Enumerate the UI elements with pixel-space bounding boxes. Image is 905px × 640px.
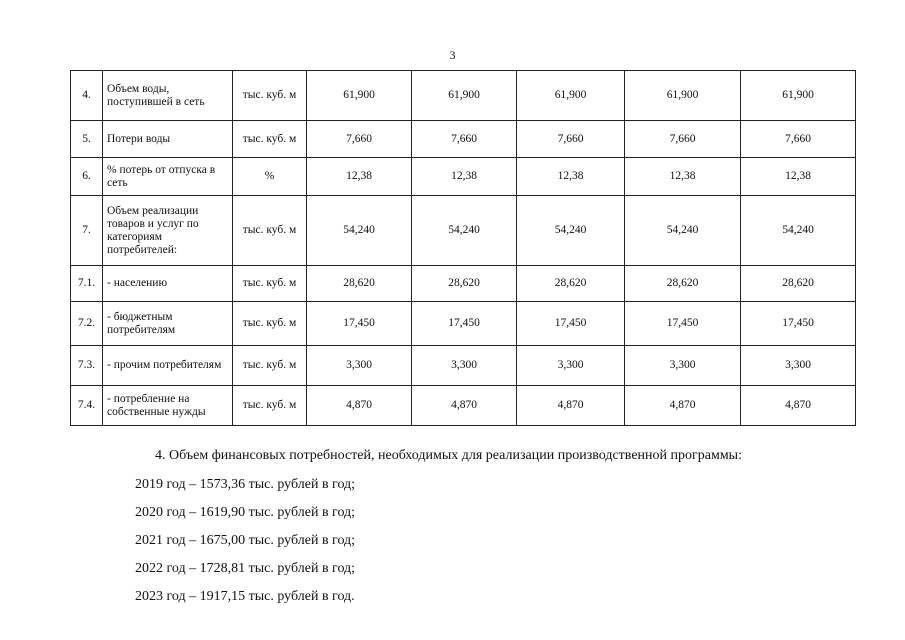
value-cell: 7,660 bbox=[517, 121, 625, 158]
value-cell: 3,300 bbox=[625, 346, 741, 386]
value-cell: 7,660 bbox=[412, 121, 517, 158]
indicator-name-cell: - прочим потребителям bbox=[103, 346, 233, 386]
value-cell: 61,900 bbox=[412, 71, 517, 121]
table-row bbox=[71, 266, 856, 302]
value-cell: 28,620 bbox=[517, 266, 625, 302]
value-cell: 4,870 bbox=[625, 386, 741, 426]
indicator-name-cell: Потери воды bbox=[103, 121, 233, 158]
row-number-cell: 7. bbox=[71, 196, 103, 266]
value-cell: 54,240 bbox=[307, 196, 412, 266]
unit-cell: тыс. куб. м bbox=[233, 121, 307, 158]
unit-cell: тыс. куб. м bbox=[233, 266, 307, 302]
value-cell: 7,660 bbox=[625, 121, 741, 158]
value-cell: 17,450 bbox=[741, 302, 856, 346]
indicator-name-cell: Объем реализации товаров и услуг по категориям потребителей: bbox=[103, 196, 233, 266]
value-cell: 28,620 bbox=[741, 266, 856, 302]
unit-cell: тыс. куб. м bbox=[233, 346, 307, 386]
row-number-cell: 7.1. bbox=[71, 266, 103, 302]
row-number-cell: 7.3. bbox=[71, 346, 103, 386]
year-line: 2020 год – 1619,90 тыс. рублей в год; bbox=[135, 505, 356, 520]
row-number-cell: 5. bbox=[71, 121, 103, 158]
value-cell: 7,660 bbox=[307, 121, 412, 158]
value-cell: 17,450 bbox=[307, 302, 412, 346]
value-cell: 12,38 bbox=[307, 158, 412, 196]
indicator-name-cell: - потребление на собственные нужды bbox=[103, 386, 233, 426]
year-line: 2022 год – 1728,81 тыс. рублей в год; bbox=[135, 561, 356, 576]
unit-cell: тыс. куб. м bbox=[233, 302, 307, 346]
section-heading: 4. Объем финансовых потребностей, необходимых для реализации производственной программы: bbox=[155, 448, 742, 463]
year-line: 2023 год – 1917,15 тыс. рублей в год. bbox=[135, 589, 355, 604]
water-balance-table bbox=[70, 70, 856, 426]
value-cell: 4,870 bbox=[741, 386, 856, 426]
value-cell: 4,870 bbox=[307, 386, 412, 426]
value-cell: 4,870 bbox=[412, 386, 517, 426]
value-cell: 28,620 bbox=[412, 266, 517, 302]
year-line: 2019 год – 1573,36 тыс. рублей в год; bbox=[135, 477, 356, 492]
indicator-name-cell: % потерь от отпуска в сеть bbox=[103, 158, 233, 196]
page-number: 3 bbox=[449, 48, 456, 62]
value-cell: 28,620 bbox=[625, 266, 741, 302]
table-row bbox=[71, 302, 856, 346]
value-cell: 12,38 bbox=[625, 158, 741, 196]
unit-cell: тыс. куб. м bbox=[233, 386, 307, 426]
value-cell: 17,450 bbox=[625, 302, 741, 346]
value-cell: 54,240 bbox=[625, 196, 741, 266]
value-cell: 3,300 bbox=[307, 346, 412, 386]
year-line: 2021 год – 1675,00 тыс. рублей в год; bbox=[135, 533, 356, 548]
value-cell: 54,240 bbox=[517, 196, 625, 266]
table-row bbox=[71, 386, 856, 426]
unit-cell: тыс. куб. м bbox=[233, 196, 307, 266]
table-row bbox=[71, 196, 856, 266]
value-cell: 7,660 bbox=[741, 121, 856, 158]
value-cell: 17,450 bbox=[517, 302, 625, 346]
value-cell: 4,870 bbox=[517, 386, 625, 426]
value-cell: 28,620 bbox=[307, 266, 412, 302]
table-row bbox=[71, 71, 856, 121]
value-cell: 17,450 bbox=[412, 302, 517, 346]
value-cell: 61,900 bbox=[517, 71, 625, 121]
value-cell: 54,240 bbox=[412, 196, 517, 266]
financial-needs-section bbox=[135, 448, 855, 617]
value-cell: 3,300 bbox=[741, 346, 856, 386]
indicator-name-cell: - населению bbox=[103, 266, 233, 302]
table-row bbox=[71, 346, 856, 386]
unit-cell: тыс. куб. м bbox=[233, 71, 307, 121]
table-row bbox=[71, 158, 856, 196]
row-number-cell: 4. bbox=[71, 71, 103, 121]
value-cell: 12,38 bbox=[412, 158, 517, 196]
table-row bbox=[71, 121, 856, 158]
row-number-cell: 6. bbox=[71, 158, 103, 196]
value-cell: 12,38 bbox=[517, 158, 625, 196]
unit-cell: % bbox=[233, 158, 307, 196]
indicator-name-cell: - бюджетным потребителям bbox=[103, 302, 233, 346]
value-cell: 61,900 bbox=[307, 71, 412, 121]
value-cell: 61,900 bbox=[741, 71, 856, 121]
value-cell: 3,300 bbox=[412, 346, 517, 386]
value-cell: 12,38 bbox=[741, 158, 856, 196]
row-number-cell: 7.2. bbox=[71, 302, 103, 346]
row-number-cell: 7.4. bbox=[71, 386, 103, 426]
value-cell: 3,300 bbox=[517, 346, 625, 386]
indicator-name-cell: Объем воды, поступившей в сеть bbox=[103, 71, 233, 121]
value-cell: 54,240 bbox=[741, 196, 856, 266]
value-cell: 61,900 bbox=[625, 71, 741, 121]
